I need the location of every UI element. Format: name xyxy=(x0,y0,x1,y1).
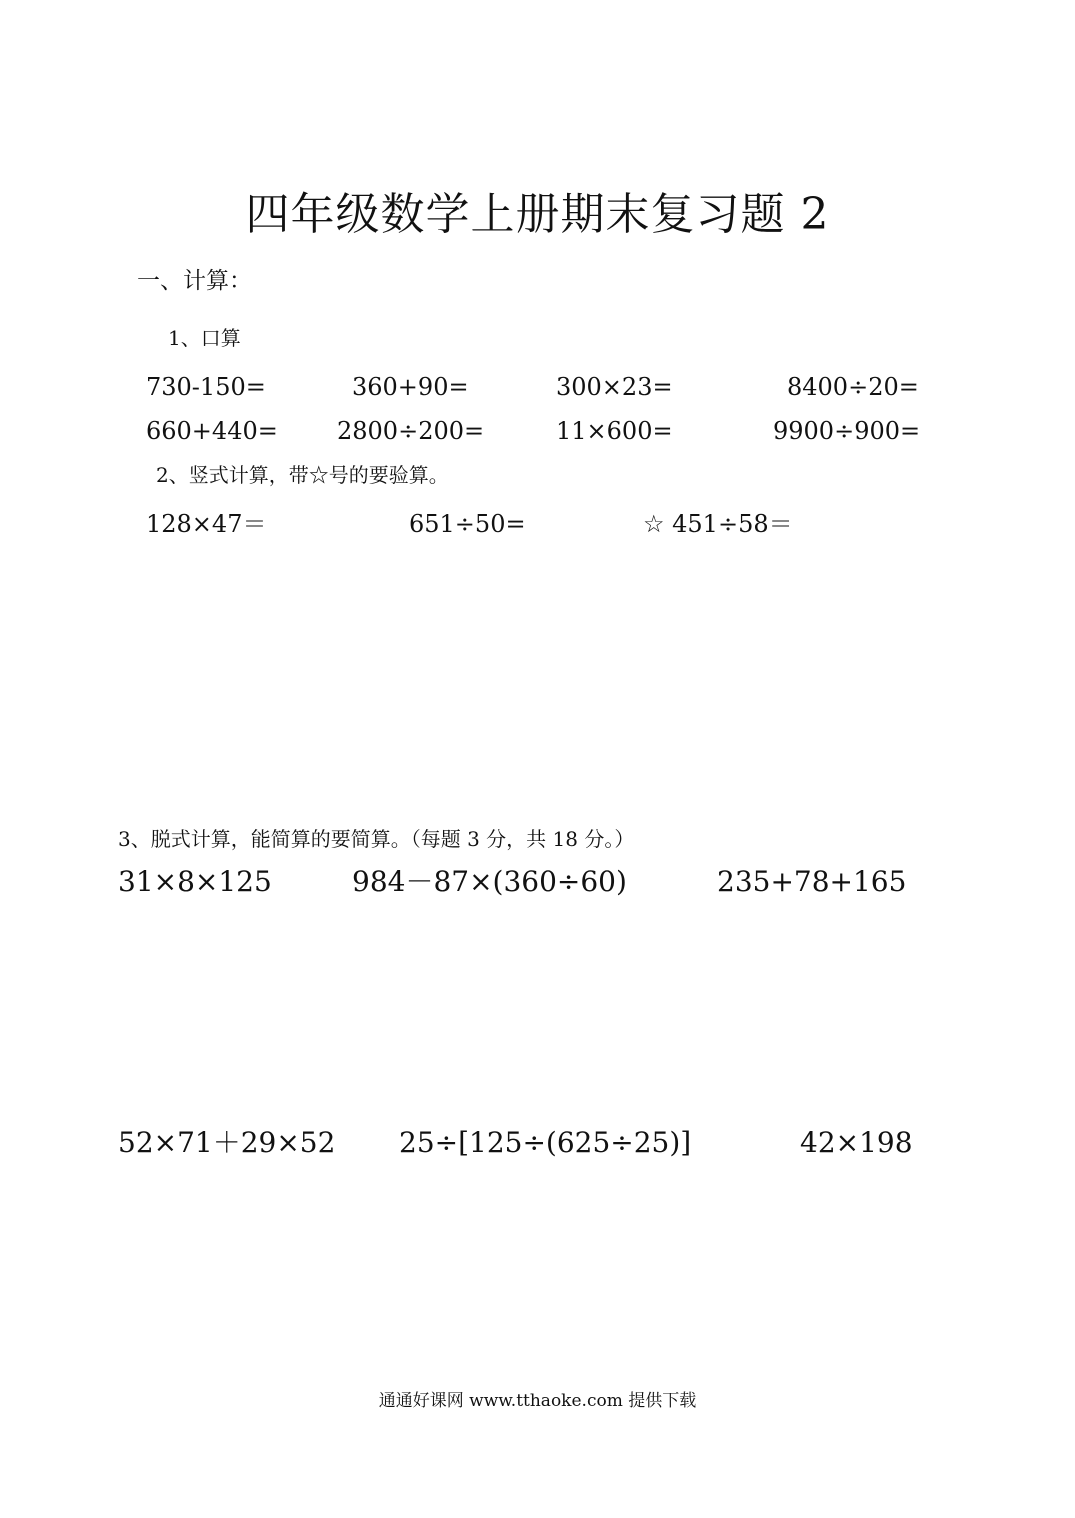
stepwise-calc-heading: 3、脱式计算，能简算的要简算。（每题 3 分，共 18 分。） xyxy=(118,827,635,851)
oral-problem: 730-150= xyxy=(146,373,266,401)
section-heading-calculation: 一、计算： xyxy=(137,268,252,294)
vertical-calc-heading: 2、竖式计算，带☆号的要验算。 xyxy=(156,463,449,487)
page-title: 四年级数学上册期末复习题 2 xyxy=(245,189,830,240)
stepwise-problem: 984－87×(360÷60) xyxy=(352,865,627,898)
vertical-problem: 128×47＝ xyxy=(146,510,267,538)
stepwise-problem: 52×71＋29×52 xyxy=(118,1126,336,1159)
stepwise-problem: 42×198 xyxy=(800,1126,913,1159)
oral-problem: 360+90= xyxy=(352,373,469,401)
stepwise-problem: 31×8×125 xyxy=(118,865,272,898)
oral-problem: 2800÷200= xyxy=(337,417,485,445)
vertical-problem: 651÷50= xyxy=(409,510,526,538)
oral-problem: 300×23= xyxy=(556,373,673,401)
oral-problem: 11×600= xyxy=(556,417,673,445)
footer-source: 通通好课网 www.tthaoke.com 提供下载 xyxy=(378,1391,697,1411)
vertical-problem-starred: ☆ 451÷58＝ xyxy=(643,510,793,538)
stepwise-problem: 25÷[125÷(625÷25)] xyxy=(399,1126,692,1159)
oral-problem: 8400÷20= xyxy=(787,373,919,401)
stepwise-problem: 235+78+165 xyxy=(717,865,907,898)
oral-calc-heading: 1、口算 xyxy=(168,326,241,350)
oral-problem: 9900÷900= xyxy=(773,417,921,445)
oral-problem: 660+440= xyxy=(146,417,278,445)
